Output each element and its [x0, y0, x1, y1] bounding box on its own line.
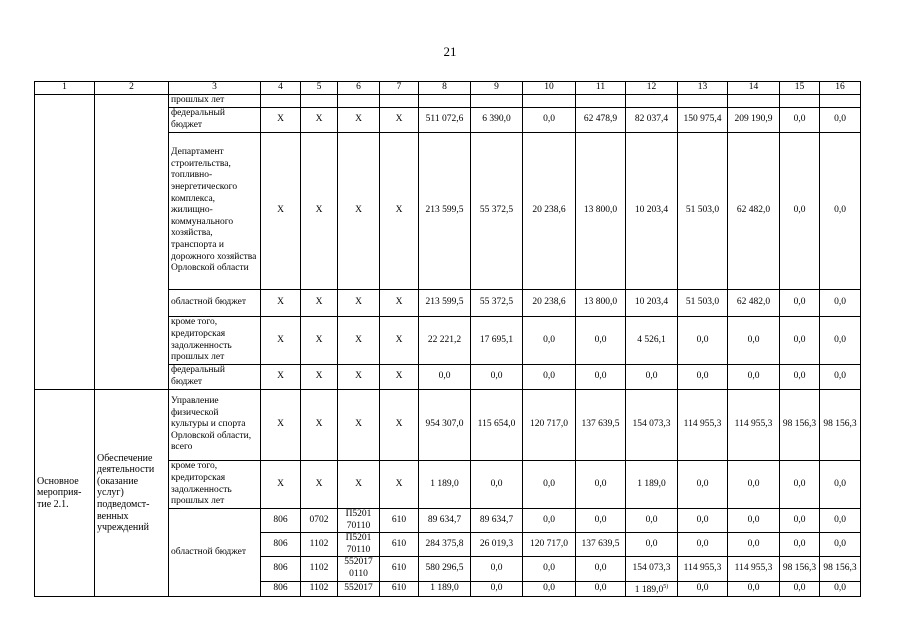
- cell: 0,0: [820, 365, 861, 390]
- cell: 213 599,5: [419, 290, 471, 317]
- cell: X: [301, 108, 338, 133]
- cell: X: [261, 461, 301, 509]
- column-header: 5: [301, 82, 338, 95]
- cell: 137 639,5: [576, 390, 626, 461]
- cell: 10 203,4: [626, 290, 678, 317]
- cell: X: [261, 133, 301, 290]
- column-number-row: [35, 82, 861, 95]
- cell: X: [261, 365, 301, 390]
- cell: 0,0: [523, 509, 576, 533]
- cell: 0,0: [523, 581, 576, 597]
- cell: 0,0: [780, 108, 820, 133]
- cell: 55 372,5: [471, 133, 523, 290]
- cell: 10 203,4: [626, 133, 678, 290]
- cell: 98 156,3: [820, 390, 861, 461]
- cell: 89 634,7: [471, 509, 523, 533]
- cell: 0,0: [626, 533, 678, 557]
- cell: X: [338, 290, 380, 317]
- cell: 6 390,0: [471, 108, 523, 133]
- cell: 0,0: [678, 461, 728, 509]
- cell: 20 238,6: [523, 290, 576, 317]
- cell: 0,0: [576, 557, 626, 581]
- cell: X: [338, 461, 380, 509]
- cell: 0,0: [780, 509, 820, 533]
- page-number: 21: [443, 44, 457, 59]
- row-label: кроме того, кредиторская задолженность прошлых лет: [169, 317, 261, 365]
- cell: 0702: [301, 509, 338, 533]
- column-header: 6: [338, 82, 380, 95]
- cell: 13 800,0: [576, 133, 626, 290]
- cell: 0,0: [728, 509, 780, 533]
- cell: 0,0: [471, 365, 523, 390]
- cell: 0,0: [523, 557, 576, 581]
- cell: 62 478,9: [576, 108, 626, 133]
- cell: П5201 70110: [338, 533, 380, 557]
- empty-cell: [35, 95, 95, 390]
- row-label: Управление физической культуры и спорта Орловской области, всего: [169, 390, 261, 461]
- cell: 0,0: [780, 290, 820, 317]
- cell: 1102: [301, 557, 338, 581]
- row-label: областной бюджет: [169, 290, 261, 317]
- cell: X: [338, 133, 380, 290]
- column-header: 10: [523, 82, 576, 95]
- cell: 26 019,3: [471, 533, 523, 557]
- cell: 0,0: [626, 365, 678, 390]
- activity-description: Обеспечение деятельности (оказание услуг) подведомст-венных учреждений: [95, 390, 169, 597]
- cell: 0,0: [523, 108, 576, 133]
- cell: 552017: [338, 581, 380, 597]
- cell: 0,0: [471, 461, 523, 509]
- cell: 0,0: [780, 317, 820, 365]
- cell: X: [338, 390, 380, 461]
- cell: 4 526,1: [626, 317, 678, 365]
- cell: 0,0: [820, 290, 861, 317]
- cell: 0,0: [780, 533, 820, 557]
- cell: 0,0: [780, 133, 820, 290]
- cell: X: [261, 290, 301, 317]
- cell: 0,0: [728, 461, 780, 509]
- cell: 0,0: [728, 581, 780, 597]
- cell: 0,0: [678, 533, 728, 557]
- cell: 0,0: [678, 365, 728, 390]
- cell: 51 503,0: [678, 290, 728, 317]
- cell: 209 190,9: [728, 108, 780, 133]
- cell: 137 639,5: [576, 533, 626, 557]
- cell: X: [380, 461, 419, 509]
- cell: 0,0: [576, 509, 626, 533]
- cell: 1 189,0: [419, 461, 471, 509]
- cell: X: [261, 317, 301, 365]
- cell: 0,0: [728, 317, 780, 365]
- cell: X: [380, 317, 419, 365]
- column-header: 12: [626, 82, 678, 95]
- cell: 552017 0110: [338, 557, 380, 581]
- row-label: прошлых лет: [169, 95, 261, 108]
- cell: X: [380, 365, 419, 390]
- cell: 13 800,0: [576, 290, 626, 317]
- cell: 580 296,5: [419, 557, 471, 581]
- cell: 150 975,4: [678, 108, 728, 133]
- column-header: 3: [169, 82, 261, 95]
- cell: X: [301, 290, 338, 317]
- cell: X: [301, 365, 338, 390]
- cell: 0,0: [678, 509, 728, 533]
- cell: X: [301, 461, 338, 509]
- cell: 154 073,3: [626, 557, 678, 581]
- cell: 954 307,0: [419, 390, 471, 461]
- column-header: 8: [419, 82, 471, 95]
- cell: 17 695,1: [471, 317, 523, 365]
- cell: X: [380, 133, 419, 290]
- cell: 120 717,0: [523, 533, 576, 557]
- cell: 610: [380, 557, 419, 581]
- cell: 284 375,8: [419, 533, 471, 557]
- cell: 98 156,3: [780, 557, 820, 581]
- table-row: [35, 95, 861, 108]
- column-header: 1: [35, 82, 95, 95]
- cell: X: [261, 390, 301, 461]
- row-label: кроме того, кредиторская задолженность прошлых лет: [169, 461, 261, 509]
- cell: 1 189,0: [419, 581, 471, 597]
- row-label: Департамент строительства, топливно-энергетического комплекса, жилищно-коммунального хозяйства, транспорта и дорожного хозяйства Орловской области: [169, 133, 261, 290]
- cell: 82 037,4: [626, 108, 678, 133]
- cell: 0,0: [419, 365, 471, 390]
- cell: П5201 70110: [338, 509, 380, 533]
- cell: 0,0: [728, 365, 780, 390]
- cell: 0,0: [576, 365, 626, 390]
- cell: 62 482,0: [728, 133, 780, 290]
- cell: 0,0: [678, 317, 728, 365]
- cell: 20 238,6: [523, 133, 576, 290]
- row-label: федеральный бюджет: [169, 365, 261, 390]
- cell: 1 189,0: [626, 461, 678, 509]
- column-header: 4: [261, 82, 301, 95]
- cell: 0,0: [820, 461, 861, 509]
- cell: 98 156,3: [820, 557, 861, 581]
- empty-cell: [95, 95, 169, 390]
- column-header: 16: [820, 82, 861, 95]
- cell: 22 221,2: [419, 317, 471, 365]
- activity-number: Основное мероприя-тие 2.1.: [35, 390, 95, 597]
- cell: 0,0: [471, 557, 523, 581]
- cell: X: [261, 108, 301, 133]
- cell: 0,0: [728, 533, 780, 557]
- cell: 0,0: [780, 461, 820, 509]
- cell: 89 634,7: [419, 509, 471, 533]
- cell: 120 717,0: [523, 390, 576, 461]
- cell: 154 073,3: [626, 390, 678, 461]
- cell: 806: [261, 533, 301, 557]
- cell: 0,0: [576, 581, 626, 597]
- cell: X: [380, 290, 419, 317]
- cell: 0,0: [576, 317, 626, 365]
- cell: 51 503,0: [678, 133, 728, 290]
- cell: 0,0: [626, 509, 678, 533]
- cell: 114 955,3: [678, 557, 728, 581]
- cell: 98 156,3: [780, 390, 820, 461]
- cell: 55 372,5: [471, 290, 523, 317]
- column-header: 11: [576, 82, 626, 95]
- cell: 114 955,3: [728, 390, 780, 461]
- cell: 0,0: [523, 365, 576, 390]
- cell: X: [301, 133, 338, 290]
- footnote-mark: 5): [663, 583, 669, 590]
- cell: 610: [380, 581, 419, 597]
- column-header: 15: [780, 82, 820, 95]
- column-header: 2: [95, 82, 169, 95]
- cell: 0,0: [820, 509, 861, 533]
- cell: 806: [261, 509, 301, 533]
- cell: X: [380, 108, 419, 133]
- cell: 0,0: [780, 365, 820, 390]
- cell: 806: [261, 557, 301, 581]
- cell: X: [338, 108, 380, 133]
- column-header: 7: [380, 82, 419, 95]
- row-label: федеральный бюджет: [169, 108, 261, 133]
- cell: [626, 581, 678, 597]
- cell: X: [301, 390, 338, 461]
- cell: 806: [261, 581, 301, 597]
- cell: 610: [380, 533, 419, 557]
- cell: 0,0: [820, 317, 861, 365]
- cell: X: [301, 317, 338, 365]
- cell: 0,0: [471, 581, 523, 597]
- cell: 0,0: [523, 461, 576, 509]
- cell: 0,0: [780, 581, 820, 597]
- cell: 0,0: [820, 133, 861, 290]
- cell: 62 482,0: [728, 290, 780, 317]
- cell: 0,0: [576, 461, 626, 509]
- column-header: 9: [471, 82, 523, 95]
- row-label: областной бюджет: [169, 509, 261, 597]
- cell: 0,0: [523, 317, 576, 365]
- cell: 213 599,5: [419, 133, 471, 290]
- budget-table: [34, 81, 861, 597]
- cell: 115 654,0: [471, 390, 523, 461]
- cell: 114 955,3: [678, 390, 728, 461]
- cell: 1102: [301, 533, 338, 557]
- cell: 1102: [301, 581, 338, 597]
- cell: 114 955,3: [728, 557, 780, 581]
- cell: 0,0: [820, 581, 861, 597]
- table-row: [35, 390, 861, 461]
- cell: X: [338, 317, 380, 365]
- cell: 0,0: [820, 108, 861, 133]
- cell: 511 072,6: [419, 108, 471, 133]
- cell-value: 1 189,0: [634, 584, 664, 595]
- cell: 610: [380, 509, 419, 533]
- column-header: 14: [728, 82, 780, 95]
- cell: X: [338, 365, 380, 390]
- cell: 0,0: [820, 533, 861, 557]
- cell: X: [380, 390, 419, 461]
- column-header: 13: [678, 82, 728, 95]
- cell: 0,0: [678, 581, 728, 597]
